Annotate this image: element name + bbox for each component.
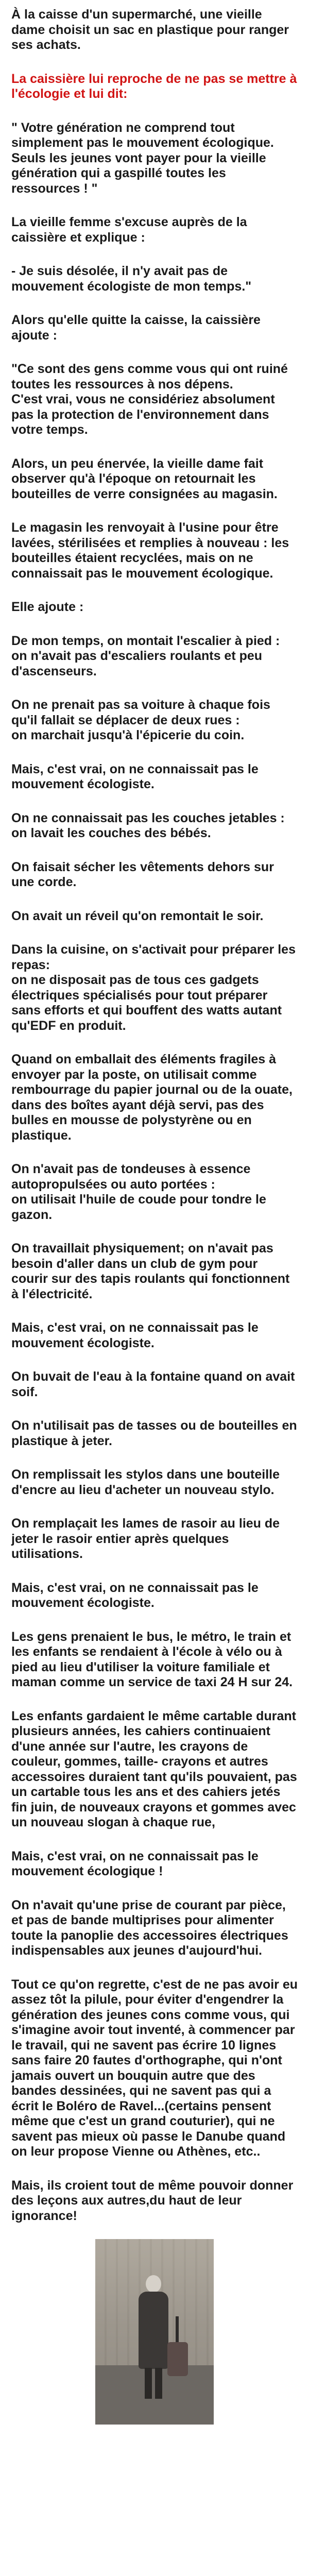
photo-trolley-handle (176, 2316, 179, 2345)
photo-old-woman-figure (135, 2275, 171, 2404)
paragraph-cashier-reproach: La caissière lui reproche de ne pas se mettre à l'écologie et lui dit: (11, 71, 297, 101)
paragraph-fountain: On buvait de l'eau à la fontaine quand on avait soif. (11, 1369, 295, 1399)
paragraph-recycling: Le magasin les renvoyait à l'usine pour être lavées, stérilisées et remplies à nouveau : les bouteilles étaient recyclées, mais on ne connaissait pas le mouvement écologique. (11, 520, 289, 581)
paragraph-conclusion: Mais, ils croient tout de même pouvoir donner des leçons aux autres,du haut de leur ignorance! (11, 2178, 294, 2223)
photo-woman-legs (145, 2368, 162, 2399)
paragraph-old-woman-reply: - Je suis désolée, il n'y avait pas de mouvement écologiste de mon temps." (11, 264, 252, 294)
paragraph-kitchen: Dans la cuisine, on s'activait pour préparer les repas: on ne disposait pas de tous ces gadgets électriques spécialisés pour tout préparer sans efforts et qui bouffent des watts autant qu'EDF en produit. (11, 942, 296, 1033)
paragraph-school-supplies: Les enfants gardaient le même cartable durant plusieurs années, les cahiers continuaient d'une année sur l'autre, les crayons de couleur, gommes, taille- crayons et autres accessoires duraient tant qu'ils pouvaient, pas un cartable tous les ans et des cahiers jetés fin juin, de nouveaux crayons et gommes avec un nouveau slogan à chaque rue, (11, 1708, 297, 1829)
story-body (11, 7, 298, 2224)
paragraph-stairs: De mon temps, on montait l'escalier à pied : on n'avait pas d'escaliers roulants et peu d'ascenseurs. (11, 633, 280, 679)
paragraph-physical-work: On travaillait physiquement; on n'avait pas besoin d'aller dans un club de gym pour courir sur des tapis roulants qui fonctionnent à l'électricité. (11, 1241, 290, 1301)
paragraph-packaging: Quand on emballait des éléments fragiles à envoyer par la poste, on utilisait comme rembourrage du papier journal ou de la ouate, dans des boîtes ayant déjà servi, pas des bulles en mousse de polystyrène ou en plastique. (11, 1052, 293, 1143)
paragraph-power-outlets: On n'avait qu'une prise de courant par pièce, et pas de bande multiprises pour alimenter toute la panoplie des accessoires électriques indispensables aux jeunes d'aujourd'hui. (11, 1897, 288, 1958)
paragraph-intro: À la caisse d'un supermarché, une vieille dame choisit un sac en plastique pour ranger ses achats. (11, 7, 289, 52)
paragraph-walking: On ne prenait pas sa voiture à chaque fois qu'il fallait se déplacer de deux rues : on marchait jusqu'à l'épicerie du coin. (11, 698, 270, 742)
paragraph-alarm-clock: On avait un réveil qu'on remontait le soir. (11, 908, 264, 923)
paragraph-diapers: On ne connaissait pas les couches jetables : on lavait les couches des bébés. (11, 810, 285, 840)
paragraph-cashier-quote: " Votre génération ne comprend tout simplement pas le mouvement écologique. Seuls les jeunes vont payer pour la vieille génération qui a gaspillé toutes les ressources ! " (11, 120, 274, 196)
paragraph-cashier-accusation: "Ce sont des gens comme vous qui ont ruiné toutes les ressources à nos dépens. C'est vrai, vous ne considériez absolument pas la protection de l'environnement dans votre temps. (11, 362, 288, 437)
paragraph-refrain-2: Mais, c'est vrai, on ne connaissait pas le mouvement écologiste. (11, 1320, 259, 1350)
paragraph-cashier-adds: Alors qu'elle quitte la caisse, la caissière ajoute : (11, 313, 261, 343)
photo-woman-coat (139, 2292, 168, 2369)
paragraph-ink-pens: On remplissait les stylos dans une bouteille d'encre au lieu d'acheter un nouveau stylo. (11, 1467, 280, 1497)
paragraph-razor-blades: On remplaçait les lames de rasoir au lieu de jeter le rasoir entier après quelques utilisations. (11, 1516, 280, 1561)
paragraph-she-adds: Elle ajoute : (11, 600, 84, 614)
paragraph-refrain-3: Mais, c'est vrai, on ne connaissait pas le mouvement écologiste. (11, 1580, 259, 1610)
paragraph-plastic-cups: On n'utilisait pas de tasses ou de bouteilles en plastique à jeter. (11, 1418, 297, 1448)
paragraph-old-woman-excuse: La vieille femme s'excuse auprès de la caissière et explique : (11, 215, 247, 245)
paragraph-clothesline: On faisait sécher les vêtements dehors sur une corde. (11, 859, 274, 889)
paragraph-glass-bottles: Alors, un peu énervée, la vieille dame fait observer qu'à l'époque on retournait les bouteilles de verre consignées au magasin. (11, 456, 278, 501)
paragraph-transport: Les gens prenaient le bus, le métro, le train et les enfants se rendaient à l'école à vélo ou à pied au lieu d'utiliser la voiture familiale et maman comme un service de taxi 24 H sur 24. (11, 1629, 293, 1689)
paragraph-lawnmower: On n'avait pas de tondeuses à essence autopropulsées ou auto portées : on utilisait l'huile de coude pour tondre le gazon. (11, 1162, 266, 1222)
paragraph-regret: Tout ce qu'on regrette, c'est de ne pas avoir eu assez tôt la pilule, pour éviter d'engendrer la génération des jeunes cons comme vous, qui s'imagine avoir tout inventé, à commencer par le travail, qui ne savent pas écrire 10 lignes sans faire 20 fautes d'orthographe, qui n'ont jamais ouvert un bouquin autre que des bandes dessinées, qui ne savent pas qui a écrit le Boléro de Ravel...(certains pensent même que c'est un grand couturier), qui ne savent pas mieux où passe le Danube quand on leur propose Vienne ou Athènes, etc.. (11, 1977, 298, 2159)
paragraph-refrain-4: Mais, c'est vrai, on ne connaissait pas le mouvement écologique ! (11, 1849, 259, 1878)
paragraph-refrain-1: Mais, c'est vrai, on ne connaissait pas le mouvement écologiste. (11, 761, 259, 791)
photo-woman-head (146, 2275, 161, 2293)
old-woman-photo (95, 2239, 214, 2425)
photo-shopping-trolley (167, 2342, 188, 2376)
